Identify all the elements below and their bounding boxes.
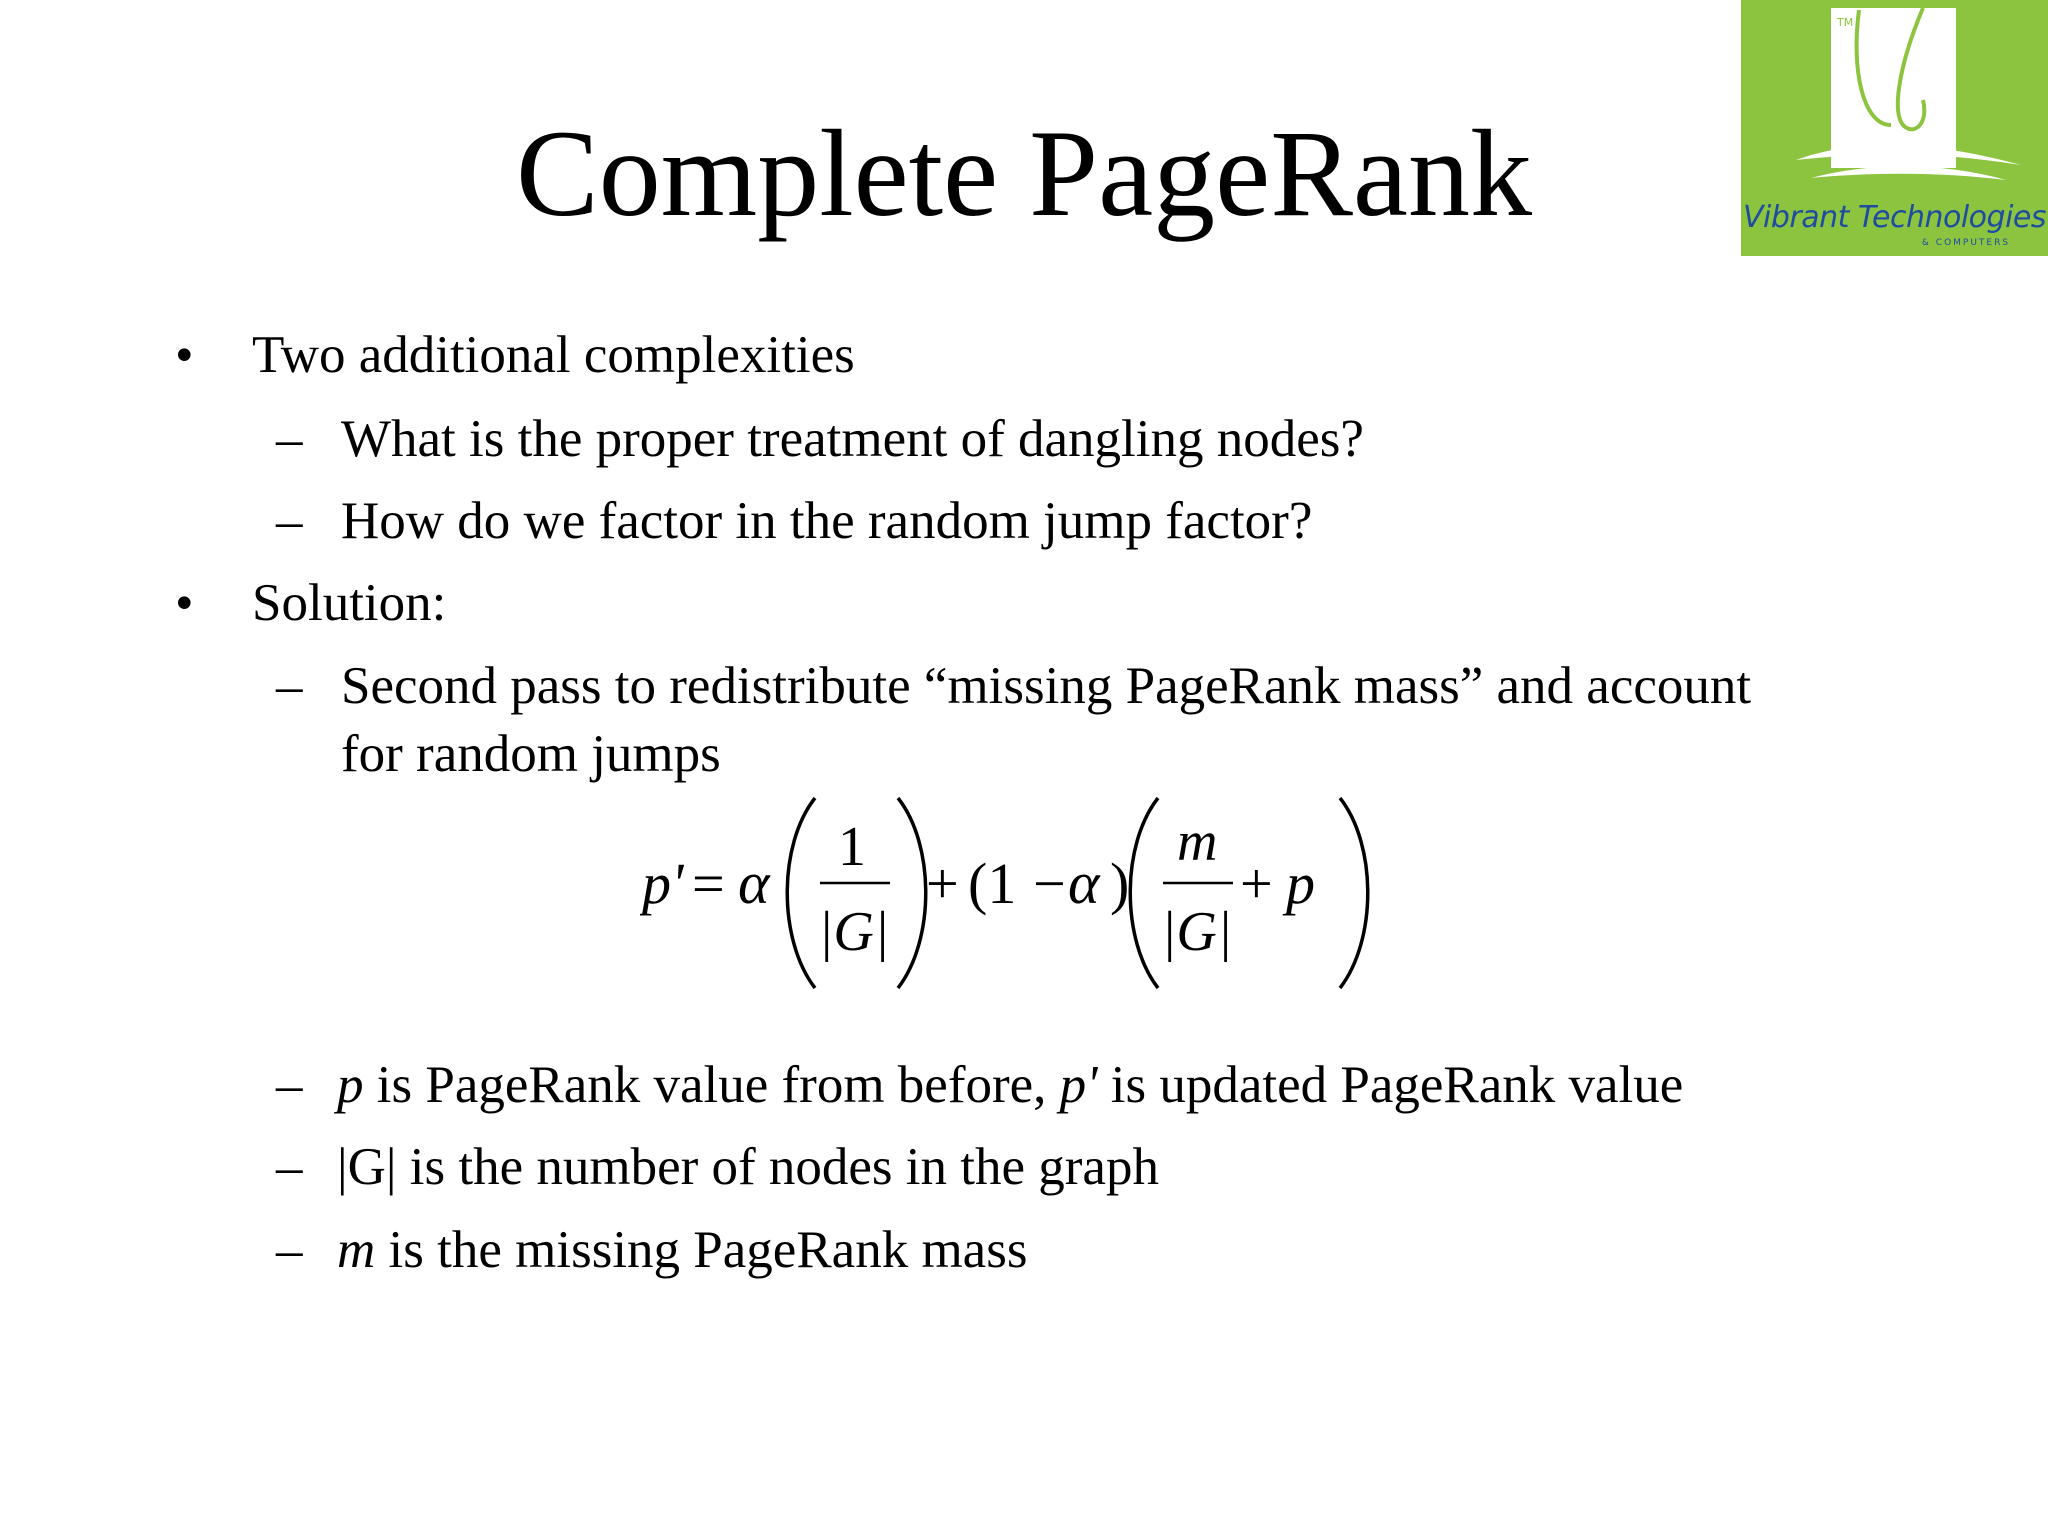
logo-subtitle: & COMPUTERS [1921, 238, 2011, 248]
bullet-marker: • [175, 574, 194, 632]
formula-m: m [1177, 811, 1218, 873]
bullet-item: Two additional complexities [252, 326, 855, 384]
bullet-marker: • [175, 326, 194, 384]
sub-item: Second pass to redistribute “missing PageRank mass” and account [341, 657, 1752, 715]
sub-item: What is the proper treatment of dangling nodes? [341, 410, 1364, 468]
dash-marker: – [276, 1138, 303, 1196]
definition-m [337, 1218, 1027, 1282]
formula-minus: − [1033, 851, 1066, 916]
logo-name: Vibrant Technologies [1742, 200, 2047, 235]
formula-one-minus: (1 [968, 851, 1017, 916]
pagerank-formula [640, 790, 1380, 1005]
formula-p: p [1286, 851, 1315, 916]
def-var-p: p [337, 1056, 364, 1114]
dash-marker: – [276, 1056, 303, 1114]
formula-right-paren-2 [1340, 798, 1368, 988]
def-text: is PageRank value from before, [363, 1056, 1060, 1114]
formula-alpha-2: α [1068, 850, 1100, 916]
def-var-m: m [337, 1221, 376, 1279]
def-text: is updated PageRank value [1097, 1056, 1684, 1114]
dash-marker: – [276, 410, 303, 468]
def-text: is the missing PageRank mass [375, 1221, 1028, 1279]
formula-p-prime: p' [642, 851, 684, 916]
formula-G: |G| [818, 901, 890, 963]
definition-G: |G| is the number of nodes in the graph [337, 1138, 1159, 1196]
definition-p [337, 1053, 1683, 1117]
dash-marker: – [276, 657, 303, 715]
company-logo [1741, 0, 2048, 256]
formula-plus-2: + [1240, 851, 1273, 916]
bullet-item: Solution: [252, 574, 447, 632]
slide-title: Complete PageRank [516, 105, 1532, 242]
formula-one: 1 [838, 816, 866, 878]
formula-equals: = [692, 851, 725, 916]
sub-item-continuation: for random jumps [341, 725, 721, 783]
formula-left-paren-2 [1130, 798, 1158, 988]
dash-marker: – [276, 492, 303, 550]
formula-plus: + [926, 851, 959, 916]
formula-G-2: |G| [1161, 901, 1233, 963]
sub-item: How do we factor in the random jump factor? [341, 492, 1313, 550]
formula-right-paren [898, 798, 926, 988]
formula-alpha: α [738, 850, 770, 916]
formula-close-paren: ) [1110, 851, 1130, 916]
logo-tm: TM [1837, 16, 1854, 29]
formula-left-paren [787, 798, 815, 988]
dash-marker: – [276, 1221, 303, 1279]
def-var-p-prime: p' [1059, 1056, 1098, 1114]
